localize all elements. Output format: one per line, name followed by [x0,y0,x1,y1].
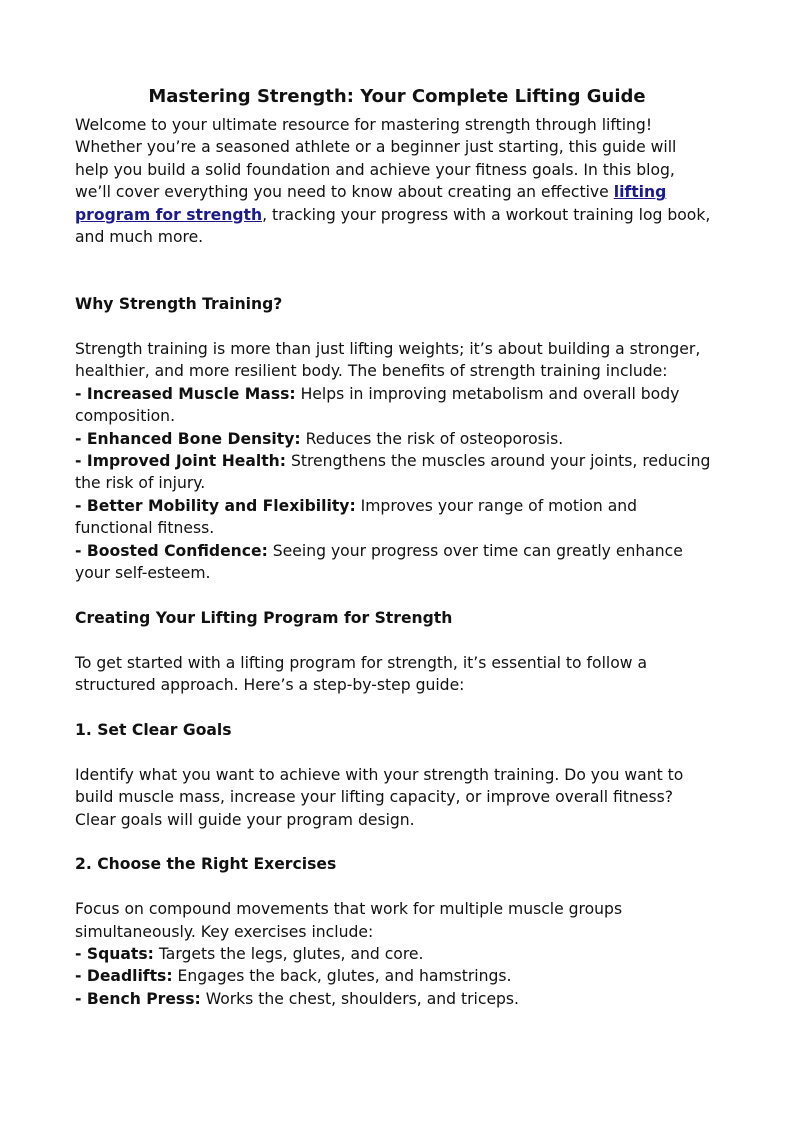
benefit-item [75,383,715,428]
exercise-term: - Deadlifts: [75,967,173,986]
exercise-term: - Squats: [75,944,154,963]
benefit-desc: Improves your range of motion and functional fitness. [75,496,638,538]
step1-paragraph: Identify what you want to achieve with your strength training. Do you want to build muscle mass, increase your lifting capacity, or improve overall fitness? Clear goals will guide your program design. [75,765,684,829]
exercise-item [75,965,715,987]
benefit-term: - Enhanced Bone Density: [75,429,301,448]
creating-heading: Creating Your Lifting Program for Strength [75,608,453,627]
benefit-desc: Strengthens the muscles around your joints, reducing the risk of injury. [75,452,711,493]
benefit-item [75,428,715,450]
benefit-term: - Improved Joint Health: [75,452,286,471]
exercise-desc: Targets the legs, glutes, and core. [153,944,424,963]
why-paragraph: Strength training is more than just lifting weights; it’s about building a stronger, healthier, and more resilient body. The benefits of strength training include: [75,340,701,381]
step1-heading: 1. Set Clear Goals [75,720,232,739]
benefit-item [75,495,715,540]
step2-paragraph: Focus on compound movements that work for multiple muscle groups simultaneously. Key exercises include: [75,900,623,941]
exercise-term: - Bench Press: [75,989,201,1008]
exercise-desc: Engages the back, glutes, and hamstrings. [172,967,512,986]
lifting-program-link[interactable]: lifting program for strength [75,183,667,224]
why-heading: Why Strength Training? [75,295,283,314]
benefit-desc: Helps in improving metabolism and overall body composition. [75,384,680,426]
benefit-term: - Boosted Confidence: [75,541,268,560]
benefit-item [75,540,715,585]
benefit-desc: Reduces the risk of osteoporosis. [300,429,564,448]
intro-text-before: Welcome to your ultimate resource for mastering strength through lifting! Whether you’re a seasoned athlete or a beginner just starting, this guide will help you build a solid foundation and achieve your fitness goals. In this blog, we’ll cover everything you need to know about creating an effective [75,116,677,202]
exercise-item [75,943,715,965]
benefit-item [75,450,715,495]
step2-heading: 2. Choose the Right Exercises [75,855,337,874]
intro-paragraph [75,114,715,248]
benefit-desc: Seeing your progress over time can greatly enhance your self-esteem. [75,541,683,583]
document-body [75,114,715,1010]
benefit-term: - Increased Muscle Mass: [75,384,296,403]
benefit-term: - Better Mobility and Flexibility: [75,496,356,515]
intro-text-after: , tracking your progress with a workout training log book, and much more. [75,205,711,247]
page-title: Mastering Strength: Your Complete Lifting Guide [148,86,646,107]
exercise-item [75,988,715,1010]
creating-paragraph: To get started with a lifting program for strength, it’s essential to follow a structured approach. Here’s a step-by-step guide: [75,653,648,695]
exercise-desc: Works the chest, shoulders, and triceps. [200,989,520,1008]
